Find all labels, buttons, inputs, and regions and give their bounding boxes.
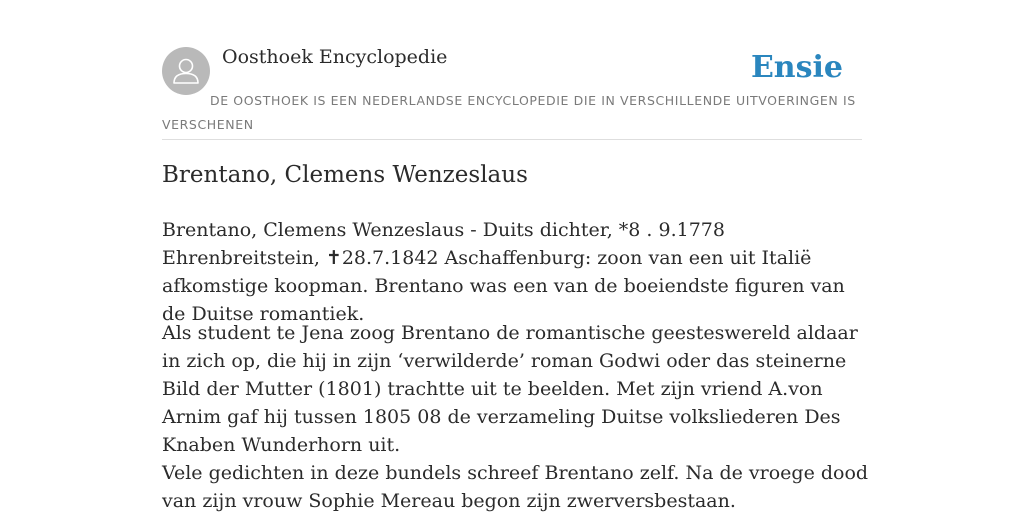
article-paragraph: Als student te Jena zoog Brentano de romantische geesteswereld aldaar in zich op, die hij in zijn ‘verwilderde’ roman Godwi oder das steinerne Bild der Mutter (1801) trachtte uit te beelden. Met zijn vriend A.von Arnim gaf hij tussen 1805 08 de verzameling Duitse volksliederen Des Knaben Wunderhorn uit. <box>162 322 858 456</box>
source-name[interactable]: Oosthoek Encyclopedie <box>222 46 448 68</box>
article-paragraph: Brentano, Clemens Wenzeslaus - Duits dichter, *8 . 9.1778 Ehrenbreitstein, ✝28.7.1842 Aschaffenburg: zoon van een uit Italië afkomstige koopman. Brentano was een van de boeiendste figuren van de Duitse romantiek. <box>162 219 845 325</box>
person-outline-icon <box>162 47 210 95</box>
brand-logo[interactable]: Ensie <box>750 50 843 85</box>
source-tagline: DE OOSTHOEK IS EEN NEDERLANDSE ENCYCLOPEDIE DIE IN VERSCHILLENDE UITVOERINGEN IS VERSCHENEN <box>162 93 856 132</box>
header-divider <box>162 139 862 140</box>
article-title: Brentano, Clemens Wenzeslaus <box>162 162 528 188</box>
article-paragraph: Vele gedichten in deze bundels schreef Brentano zelf. Na de vroege dood van zijn vrouw Sophie Mereau begon zijn zwerversbestaan. <box>162 462 869 512</box>
user-avatar-icon[interactable] <box>162 47 210 95</box>
